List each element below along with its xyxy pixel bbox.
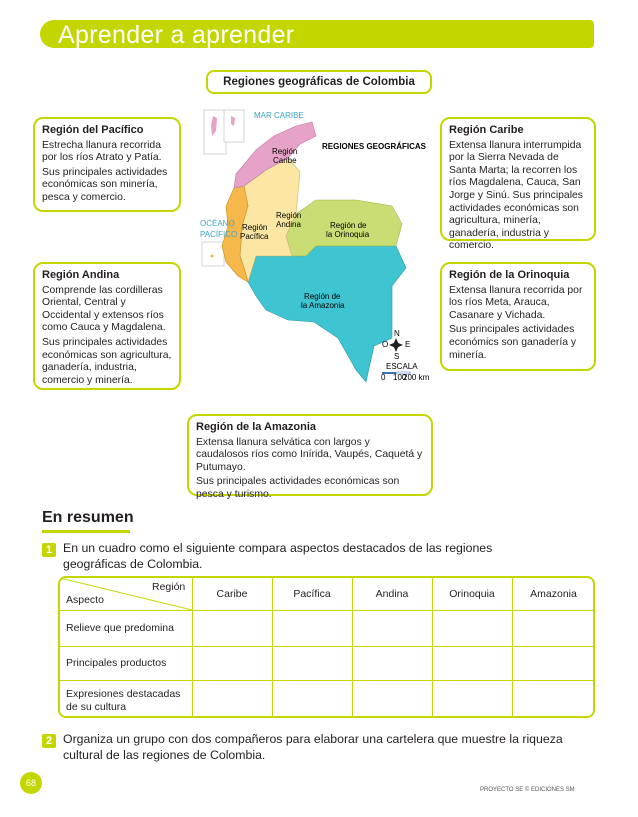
row-divider (60, 680, 593, 681)
region-text: Sus principales actividades económics son ganadería y minería. (449, 324, 577, 361)
label-orinoquia: la Orinoquia (326, 230, 370, 239)
label-caribe: Caribe (273, 156, 297, 165)
region-text: Estrecha llanura recorrida por los ríos Atrato y Patía. (42, 139, 162, 164)
malpelo-inset (202, 242, 224, 266)
row-header: Expresiones destacadas de su cultura (66, 688, 181, 713)
region-box-andina (33, 262, 181, 390)
region-text: Extensa llanura interrumpida por la Sierra Nevada de Santa Marta; la recorren los ríos Magdalena, Cauca, San Jorge y Sinú. Sus principales actividades económicas son agricultura, minería, ganadería, industria y comercio. (449, 139, 583, 252)
region-title: Región de la Amazonia (196, 421, 317, 433)
scale-tick: 100 (393, 373, 407, 382)
region-box-orinoquia (440, 262, 596, 371)
column-header: Amazonia (530, 588, 577, 600)
region-title: Región Caribe (449, 124, 524, 136)
comparison-table (58, 576, 595, 718)
region-text: Sus principales actividades económicas son agricultura, ganadería, industria, comercio y minería. (42, 336, 172, 386)
region-title: Región de la Orinoquia (449, 269, 570, 281)
row-header: Principales productos (66, 657, 167, 669)
region-text: Comprende las cordilleras Oriental, Central y Occidental y extensos ríos como Cauca y Magdalena. (42, 284, 166, 334)
section-title: En resumen (42, 509, 134, 526)
scale-label: ESCALA (386, 362, 418, 371)
question-text: En un cuadro como el siguiente compara aspectos destacados de las regiones geográficas de Colombia. (63, 541, 493, 571)
column-header: Orinoquia (449, 588, 495, 600)
corner-header-region: Región (152, 581, 186, 593)
region-title: Región del Pacífico (42, 124, 144, 136)
region-text: Extensa llanura recorrida por los ríos Meta, Arauca, Casanare y Vichada. (449, 284, 583, 321)
section-underline (42, 530, 130, 533)
label-amazonia: Región de (304, 292, 341, 301)
footer-credit: PROYECTO SE © EDICIONES SM (480, 787, 575, 793)
question-text: Organiza un grupo con dos compañeros para elaborar una cartelera que muestre la riqueza cultural de las regiones de Colombia. (63, 732, 563, 762)
scale-bar (381, 362, 430, 382)
label-andina: Andina (276, 220, 301, 229)
page-title: Aprender a aprender (58, 21, 295, 49)
label-andina: Región (276, 211, 302, 220)
compass-s: S (394, 352, 400, 361)
corner-header-aspecto: Aspecto (66, 594, 104, 606)
region-box-caribe (440, 117, 596, 252)
colombia-map (196, 96, 436, 412)
legend-title: REGIONES GEOGRÁFICAS (322, 142, 427, 151)
region-text: Sus principales actividades económicas son minería, pesca y comercio. (42, 166, 168, 203)
region-text: Sus principales actividades económicas son pesca y turismo. (196, 476, 400, 500)
compass-o: O (382, 340, 389, 349)
pacific-ocean-label: OCÉANO (200, 219, 235, 228)
region-box-amazonia (187, 414, 433, 500)
region-amazonia-shape (248, 246, 406, 382)
label-caribe: Región (272, 147, 298, 156)
label-pacifica: Región (242, 223, 268, 232)
compass-e: E (405, 340, 411, 349)
column-header: Andina (375, 588, 409, 600)
island-shape (211, 255, 214, 258)
row-divider (60, 646, 593, 647)
region-title: Región Andina (42, 269, 120, 281)
column-header: Pacífica (293, 588, 331, 600)
question-number: 1 (42, 543, 56, 557)
question-number: 2 (42, 734, 56, 748)
map-title: Regiones geográficas de Colombia (206, 70, 432, 94)
scale-tick: 0 (381, 373, 386, 382)
column-header: Caribe (216, 588, 248, 600)
pacific-ocean-label: PACÍFICO (200, 230, 238, 239)
row-header: Relieve que predomina (66, 622, 174, 634)
label-orinoquia: Región de (330, 221, 367, 230)
page-number: 68 (20, 772, 42, 794)
caribbean-sea-label: MAR CARIBE (254, 111, 304, 120)
label-pacifica: Pacífica (240, 232, 269, 241)
compass-n: N (394, 329, 400, 338)
scale-tick: 200 km (403, 373, 430, 382)
region-text: Extensa llanura selvática con largos y caudalosos ríos como Inírida, Vaupés, Caquetá y Putumayo. (196, 436, 423, 473)
label-amazonia: la Amazonia (301, 301, 345, 310)
region-box-pacifico (33, 117, 181, 212)
row-divider (60, 610, 593, 611)
